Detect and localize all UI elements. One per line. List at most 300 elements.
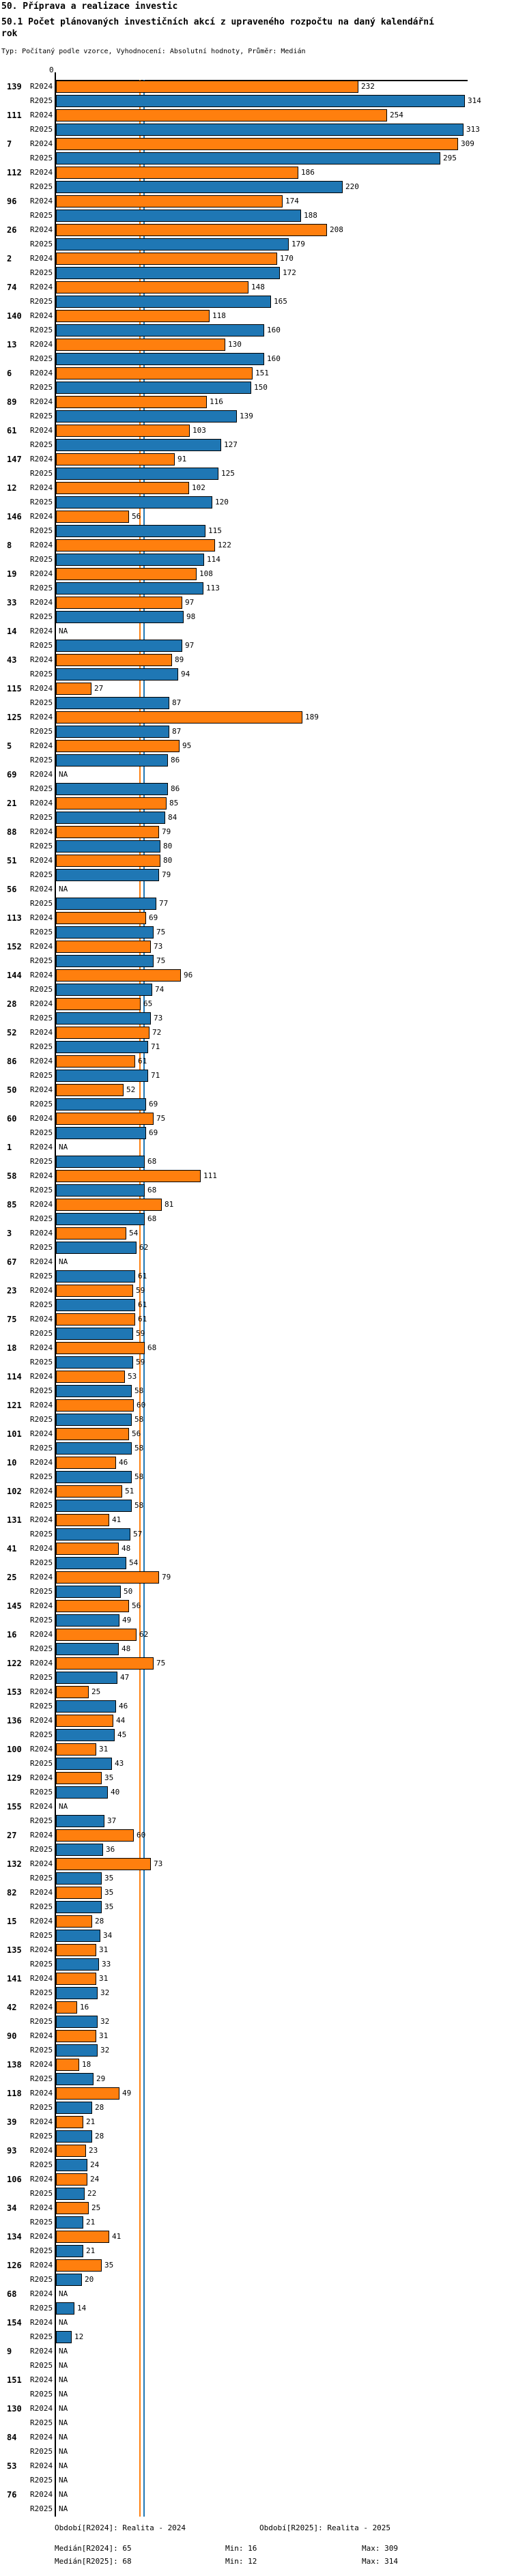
series-label-r2024: R2024 <box>30 111 53 119</box>
series-label-r2025: R2025 <box>30 469 53 478</box>
series-label-r2024: R2024 <box>30 1171 53 1180</box>
bar-value-label: 98 <box>186 612 196 621</box>
series-label-r2024: R2024 <box>30 1429 53 1438</box>
series-label-r2025: R2025 <box>30 1816 53 1825</box>
bar-value-label: 49 <box>122 2089 132 2098</box>
series-label-r2024: R2024 <box>30 942 53 951</box>
group-id-label: 18 <box>7 1343 17 1353</box>
bar-r2025 <box>56 1471 132 1483</box>
bar-value-label: 21 <box>86 2117 96 2126</box>
series-label-r2024: R2024 <box>30 340 53 349</box>
bar-r2024 <box>56 711 302 724</box>
series-label-r2025: R2025 <box>30 1300 53 1309</box>
bar-r2024 <box>56 367 253 380</box>
bar-r2025 <box>56 410 237 423</box>
group-id-label: 113 <box>7 913 22 923</box>
bar-r2025 <box>56 1758 112 1770</box>
bar-r2025 <box>56 124 464 136</box>
bar-r2025 <box>56 2102 92 2114</box>
series-label-r2025: R2025 <box>30 1558 53 1567</box>
series-label-r2024: R2024 <box>30 2461 53 2470</box>
bar-value-label: 97 <box>185 641 195 650</box>
group-id-label: 82 <box>7 1888 17 1898</box>
series-label-r2025: R2025 <box>30 1530 53 1539</box>
series-label-r2024: R2024 <box>30 1229 53 1237</box>
bar-r2024 <box>56 539 215 552</box>
series-label-r2025: R2025 <box>30 813 53 822</box>
bar-r2025 <box>56 1586 121 1598</box>
bar-value-label: 186 <box>301 168 315 177</box>
na-label: NA <box>59 1257 68 1266</box>
bar-r2024 <box>56 1829 134 1842</box>
bar-value-label: 151 <box>255 369 269 377</box>
group-id-label: 100 <box>7 1745 22 1754</box>
bar-r2024 <box>56 310 210 322</box>
series-label-r2024: R2024 <box>30 770 53 779</box>
series-label-r2025: R2025 <box>30 1931 53 1940</box>
series-label-r2024: R2024 <box>30 1802 53 1811</box>
bar-value-label: 127 <box>224 440 238 449</box>
group-id-label: 132 <box>7 1859 22 1869</box>
series-label-r2024: R2024 <box>30 225 53 234</box>
group-id-label: 75 <box>7 1315 17 1324</box>
group-id-label: 19 <box>7 569 17 579</box>
group-id-label: 139 <box>7 82 22 91</box>
bar-value-label: 69 <box>149 1100 158 1108</box>
bar-value-label: 31 <box>99 2031 109 2040</box>
series-label-r2024: R2024 <box>30 1716 53 1725</box>
bar-r2025 <box>56 95 465 107</box>
na-label: NA <box>59 2361 68 2370</box>
series-label-r2024: R2024 <box>30 598 53 607</box>
bar-value-label: 61 <box>138 1272 147 1280</box>
bar-r2024 <box>56 81 358 93</box>
bar-r2024 <box>56 2059 79 2071</box>
bar-r2024 <box>56 2030 96 2042</box>
bar-value-label: 24 <box>90 2160 100 2169</box>
series-label-r2025: R2025 <box>30 1960 53 1969</box>
bar-value-label: 22 <box>87 2189 97 2198</box>
bar-value-label: 61 <box>138 1300 147 1309</box>
bar-value-label: 35 <box>104 1874 114 1883</box>
series-label-r2025: R2025 <box>30 1071 53 1080</box>
bar-r2025 <box>56 1127 146 1139</box>
series-label-r2024: R2024 <box>30 1745 53 1754</box>
bar-r2024 <box>56 1571 159 1584</box>
bar-value-label: 77 <box>159 899 169 908</box>
bar-r2024 <box>56 1514 109 1526</box>
series-label-r2025: R2025 <box>30 2017 53 2026</box>
bar-r2024 <box>56 1285 133 1297</box>
group-id-label: 144 <box>7 971 22 980</box>
series-label-r2024: R2024 <box>30 512 53 521</box>
bar-r2024 <box>56 253 277 265</box>
footer-median-2024: Medián[R2024]: 65 <box>55 2544 132 2553</box>
bar-r2025 <box>56 1442 132 1455</box>
group-id-label: 26 <box>7 225 17 235</box>
bar-value-label: 172 <box>283 268 296 277</box>
series-label-r2024: R2024 <box>30 139 53 148</box>
bar-value-label: 16 <box>80 2003 89 2012</box>
na-label: NA <box>59 2476 68 2485</box>
bar-r2024 <box>56 1113 154 1125</box>
bar-value-label: 48 <box>122 1644 131 1653</box>
series-label-r2024: R2024 <box>30 627 53 635</box>
series-label-r2025: R2025 <box>30 1358 53 1366</box>
bar-r2024 <box>56 339 225 351</box>
group-id-label: 146 <box>7 512 22 521</box>
group-id-label: 96 <box>7 197 17 206</box>
series-label-r2024: R2024 <box>30 2232 53 2241</box>
na-label: NA <box>59 627 68 635</box>
bar-value-label: 36 <box>106 1845 115 1854</box>
group-id-label: 125 <box>7 713 22 722</box>
bar-r2025 <box>56 898 156 910</box>
series-label-r2025: R2025 <box>30 1243 53 1252</box>
bar-r2024 <box>56 1199 162 1211</box>
chart-title: 50.1 Počet plánovaných investičních akcí z upraveného rozpočtu na daný kalendářní rok <box>1 17 434 39</box>
bar-value-label: 12 <box>74 2332 84 2341</box>
series-label-r2024: R2024 <box>30 2060 53 2069</box>
series-label-r2025: R2025 <box>30 1501 53 1510</box>
group-id-label: 61 <box>7 426 17 435</box>
series-label-r2024: R2024 <box>30 799 53 807</box>
series-label-r2025: R2025 <box>30 1673 53 1682</box>
bar-value-label: 74 <box>155 985 165 994</box>
group-id-label: 3 <box>7 1229 12 1238</box>
chart-subtitle: Typ: Počítaný podle vzorce, Vyhodnocení: Absolutní hodnoty, Průměr: Medián <box>1 48 306 55</box>
series-label-r2025: R2025 <box>30 956 53 965</box>
bar-r2024 <box>56 109 387 121</box>
bar-value-label: 28 <box>95 2103 104 2112</box>
series-label-r2024: R2024 <box>30 2003 53 2012</box>
bar-value-label: 72 <box>152 1028 162 1037</box>
series-label-r2025: R2025 <box>30 2361 53 2370</box>
series-label-r2025: R2025 <box>30 1587 53 1596</box>
bar-value-label: 35 <box>104 1888 114 1897</box>
bar-r2024 <box>56 2231 109 2243</box>
bar-r2025 <box>56 2245 83 2257</box>
bar-r2024 <box>56 1342 145 1354</box>
series-label-r2025: R2025 <box>30 326 53 334</box>
bar-value-label: 188 <box>304 211 317 220</box>
series-label-r2024: R2024 <box>30 827 53 836</box>
group-id-label: 101 <box>7 1429 22 1439</box>
series-label-r2024: R2024 <box>30 254 53 263</box>
bar-r2024 <box>56 1084 124 1096</box>
series-label-r2024: R2024 <box>30 2203 53 2212</box>
series-label-r2024: R2024 <box>30 1315 53 1323</box>
group-id-label: 152 <box>7 942 22 951</box>
bar-r2024 <box>56 1887 102 1899</box>
series-label-r2024: R2024 <box>30 1286 53 1295</box>
footer-period-2024: Období[R2024]: Realita - 2024 <box>55 2523 186 2532</box>
bar-r2025 <box>56 1786 108 1799</box>
bar-value-label: 116 <box>210 397 223 406</box>
group-id-label: 138 <box>7 2060 22 2070</box>
bar-value-label: 130 <box>228 340 242 349</box>
series-label-r2025: R2025 <box>30 498 53 506</box>
bar-value-label: 68 <box>147 1343 157 1352</box>
series-label-r2024: R2024 <box>30 1458 53 1467</box>
bar-r2024 <box>56 855 160 867</box>
series-label-r2024: R2024 <box>30 397 53 406</box>
group-id-label: 147 <box>7 455 22 464</box>
footer-max-2024: Max: 309 <box>362 2544 398 2553</box>
bar-r2024 <box>56 568 197 580</box>
bar-value-label: 170 <box>280 254 294 263</box>
bar-value-label: 232 <box>361 82 375 91</box>
group-id-label: 86 <box>7 1057 17 1066</box>
na-label: NA <box>59 885 68 893</box>
group-id-label: 6 <box>7 369 12 378</box>
bar-r2025 <box>56 955 154 967</box>
bar-value-label: 28 <box>95 2132 104 2141</box>
bar-r2024 <box>56 1170 201 1182</box>
bar-value-label: 43 <box>115 1759 124 1768</box>
bar-value-label: 37 <box>107 1816 117 1825</box>
series-label-r2025: R2025 <box>30 1100 53 1108</box>
bar-value-label: 118 <box>212 311 226 320</box>
bar-value-label: 160 <box>267 326 281 334</box>
group-id-label: 14 <box>7 627 17 636</box>
series-label-r2025: R2025 <box>30 1702 53 1711</box>
series-label-r2024: R2024 <box>30 2433 53 2442</box>
bar-r2025 <box>56 1328 133 1340</box>
bar-value-label: 56 <box>132 512 141 521</box>
series-label-r2025: R2025 <box>30 2304 53 2313</box>
bar-r2025 <box>56 1815 104 1827</box>
series-label-r2024: R2024 <box>30 369 53 377</box>
bar-value-label: 111 <box>203 1171 217 1180</box>
group-id-label: 145 <box>7 1601 22 1611</box>
series-label-r2025: R2025 <box>30 1444 53 1452</box>
bar-value-label: 14 <box>77 2304 87 2313</box>
bar-r2025 <box>56 783 168 795</box>
bar-r2024 <box>56 2145 86 2157</box>
bar-value-label: 41 <box>112 2232 122 2241</box>
bar-value-label: 125 <box>221 469 235 478</box>
bar-value-label: 62 <box>139 1243 149 1252</box>
bar-value-label: 309 <box>461 139 474 148</box>
series-label-r2024: R2024 <box>30 1487 53 1495</box>
bar-r2024 <box>56 1371 125 1383</box>
bar-r2025 <box>56 1930 100 1942</box>
group-id-label: 41 <box>7 1544 17 1554</box>
series-label-r2024: R2024 <box>30 2261 53 2270</box>
series-label-r2025: R2025 <box>30 698 53 707</box>
series-label-r2025: R2025 <box>30 641 53 650</box>
bar-value-label: 32 <box>100 2017 110 2026</box>
x-axis-tick <box>55 72 56 80</box>
bar-r2024 <box>56 1428 129 1440</box>
series-label-r2025: R2025 <box>30 1874 53 1883</box>
series-label-r2024: R2024 <box>30 885 53 893</box>
series-label-r2024: R2024 <box>30 1143 53 1151</box>
series-label-r2025: R2025 <box>30 2275 53 2284</box>
bar-value-label: 73 <box>154 1014 163 1022</box>
bar-value-label: 58 <box>134 1472 144 1481</box>
bar-r2024 <box>56 2259 102 2272</box>
group-id-label: 84 <box>7 2433 17 2442</box>
series-label-r2025: R2025 <box>30 985 53 994</box>
group-id-label: 5 <box>7 741 12 751</box>
group-id-label: 51 <box>7 856 17 865</box>
group-id-label: 52 <box>7 1028 17 1037</box>
series-label-r2025: R2025 <box>30 154 53 162</box>
series-label-r2025: R2025 <box>30 526 53 535</box>
bar-r2024 <box>56 138 458 150</box>
series-label-r2024: R2024 <box>30 541 53 549</box>
bar-value-label: 295 <box>443 154 457 162</box>
bar-r2025 <box>56 582 203 595</box>
bar-value-label: 58 <box>134 1386 144 1395</box>
group-id-label: 2 <box>7 254 12 263</box>
bar-r2025 <box>56 984 152 996</box>
series-label-r2025: R2025 <box>30 784 53 793</box>
x-axis-zero-tick-label: 0 <box>49 66 54 74</box>
bar-r2024 <box>56 1600 129 1612</box>
group-id-label: 33 <box>7 598 17 607</box>
bar-value-label: 60 <box>137 1401 146 1409</box>
series-label-r2025: R2025 <box>30 1415 53 1424</box>
bar-value-label: 34 <box>103 1931 113 1940</box>
na-label: NA <box>59 1802 68 1811</box>
series-label-r2025: R2025 <box>30 2447 53 2456</box>
series-label-r2025: R2025 <box>30 1988 53 1997</box>
bar-value-label: 68 <box>147 1186 157 1194</box>
bar-r2024 <box>56 281 248 294</box>
group-id-label: 28 <box>7 999 17 1009</box>
series-label-r2025: R2025 <box>30 412 53 420</box>
bar-r2024 <box>56 1457 116 1469</box>
group-id-label: 7 <box>7 139 12 149</box>
group-id-label: 90 <box>7 2031 17 2041</box>
bar-r2025 <box>56 1070 148 1082</box>
bar-r2025 <box>56 2274 82 2286</box>
bar-value-label: 40 <box>111 1788 120 1797</box>
group-id-label: 1 <box>7 1143 12 1152</box>
series-label-r2025: R2025 <box>30 2160 53 2169</box>
series-label-r2025: R2025 <box>30 211 53 220</box>
series-label-r2024: R2024 <box>30 1859 53 1868</box>
series-label-r2025: R2025 <box>30 612 53 621</box>
bar-value-label: 85 <box>169 799 179 807</box>
bar-value-label: 122 <box>218 541 231 549</box>
bar-value-label: 87 <box>172 727 182 736</box>
bar-r2024 <box>56 740 180 752</box>
series-label-r2024: R2024 <box>30 2289 53 2298</box>
group-id-label: 43 <box>7 655 17 665</box>
bar-value-label: 53 <box>128 1372 137 1381</box>
bar-r2024 <box>56 1227 126 1240</box>
na-label: NA <box>59 2390 68 2399</box>
bar-value-label: 29 <box>96 2074 106 2083</box>
bar-value-label: 80 <box>163 856 173 865</box>
group-id-label: 153 <box>7 1687 22 1697</box>
bar-value-label: 31 <box>99 1945 109 1954</box>
bar-value-label: 75 <box>156 928 166 936</box>
bar-r2025 <box>56 1184 145 1197</box>
series-label-r2025: R2025 <box>30 240 53 248</box>
group-id-label: 131 <box>7 1515 22 1525</box>
series-label-r2025: R2025 <box>30 96 53 105</box>
series-label-r2024: R2024 <box>30 2146 53 2155</box>
group-id-label: 112 <box>7 168 22 177</box>
bar-r2025 <box>56 324 264 337</box>
bar-r2025 <box>56 1385 132 1397</box>
bar-value-label: 68 <box>147 1214 157 1223</box>
series-label-r2025: R2025 <box>30 1157 53 1166</box>
series-label-r2024: R2024 <box>30 1343 53 1352</box>
bar-value-label: 69 <box>149 913 158 922</box>
series-label-r2025: R2025 <box>30 383 53 392</box>
bar-value-label: 25 <box>91 2203 101 2212</box>
bar-value-label: 60 <box>137 1831 146 1840</box>
bar-r2025 <box>56 353 264 365</box>
series-label-r2025: R2025 <box>30 1788 53 1797</box>
bar-value-label: 148 <box>251 283 265 291</box>
series-label-r2024: R2024 <box>30 2490 53 2499</box>
bar-value-label: 48 <box>122 1544 131 1553</box>
group-id-label: 114 <box>7 1372 22 1382</box>
series-label-r2025: R2025 <box>30 1186 53 1194</box>
bar-value-label: 96 <box>184 971 193 979</box>
group-id-label: 12 <box>7 483 17 493</box>
bar-r2024 <box>56 1027 150 1039</box>
bar-value-label: 71 <box>151 1071 160 1080</box>
series-label-r2025: R2025 <box>30 297 53 306</box>
bar-r2025 <box>56 2073 94 2085</box>
bar-value-label: 45 <box>117 1730 127 1739</box>
series-label-r2024: R2024 <box>30 2318 53 2327</box>
bar-value-label: 31 <box>99 1974 109 1983</box>
bar-r2024 <box>56 2001 77 2014</box>
series-label-r2024: R2024 <box>30 311 53 320</box>
bar-value-label: 102 <box>192 483 205 492</box>
group-id-label: 154 <box>7 2318 22 2328</box>
bar-value-label: 21 <box>86 2246 96 2255</box>
series-label-r2024: R2024 <box>30 1114 53 1123</box>
bar-value-label: 313 <box>466 125 480 134</box>
series-label-r2024: R2024 <box>30 1831 53 1840</box>
series-label-r2024: R2024 <box>30 1573 53 1582</box>
series-label-r2025: R2025 <box>30 1616 53 1625</box>
bar-r2025 <box>56 1098 146 1111</box>
series-label-r2024: R2024 <box>30 913 53 922</box>
bar-r2024 <box>56 1686 89 1698</box>
series-label-r2024: R2024 <box>30 197 53 205</box>
bar-r2025 <box>56 1242 137 1254</box>
bar-r2025 <box>56 2130 92 2143</box>
group-id-label: 8 <box>7 541 12 550</box>
bar-r2024 <box>56 2087 119 2100</box>
series-label-r2025: R2025 <box>30 1042 53 1051</box>
bar-r2024 <box>56 425 190 437</box>
bar-value-label: 139 <box>240 412 253 420</box>
bar-value-label: 87 <box>172 698 182 707</box>
bar-value-label: 51 <box>125 1487 134 1495</box>
bar-r2025 <box>56 1213 145 1225</box>
bar-value-label: 160 <box>267 354 281 363</box>
bar-r2024 <box>56 1313 135 1326</box>
group-id-label: 122 <box>7 1659 22 1668</box>
group-id-label: 74 <box>7 283 17 292</box>
group-id-label: 85 <box>7 1200 17 1210</box>
bar-r2025 <box>56 1270 135 1283</box>
series-label-r2025: R2025 <box>30 2103 53 2112</box>
footer-period-2025: Období[R2025]: Realita - 2025 <box>259 2523 391 2532</box>
